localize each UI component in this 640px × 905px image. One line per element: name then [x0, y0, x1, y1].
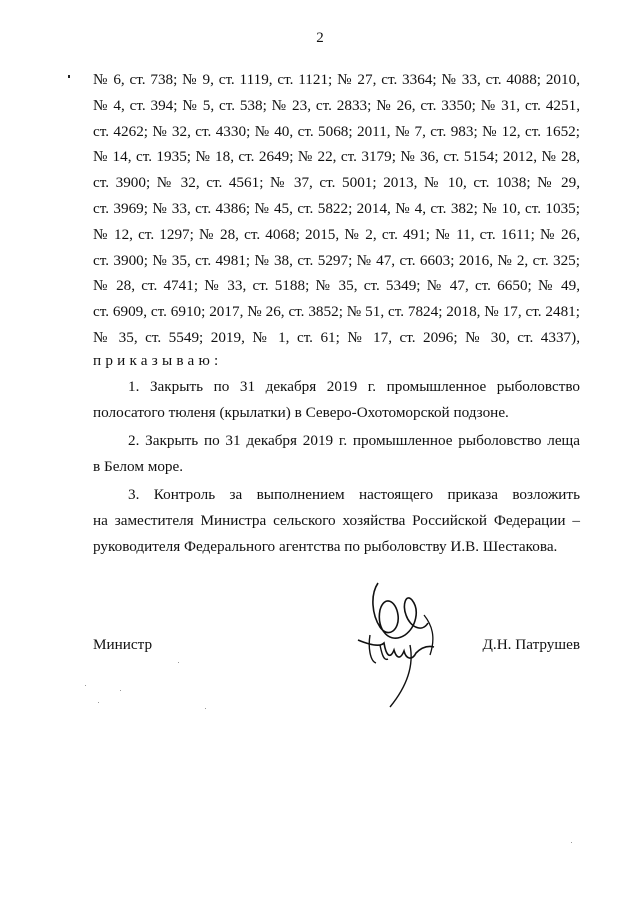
order-item-line: 1. Закрыть по 31 декабря 2019 г. промышленное рыболовство — [128, 378, 580, 395]
order-item-line: 2. Закрыть по 31 декабря 2019 г. промышленное рыболовство леща — [128, 432, 580, 449]
signatory-title: Министр — [93, 636, 153, 653]
signatory-name: Д.Н. Патрушев — [482, 636, 580, 653]
reference-line: № 12, ст. 1297; № 28, ст. 4068; 2015, № 2, ст. 491; № 11, ст. 1611; № 26, — [93, 225, 580, 243]
scan-speck — [205, 708, 206, 709]
reference-line: ст. 6909, ст. 6910; 2017, № 26, ст. 3852; № 51, ст. 7824; 2018, № 17, ст. 2481; — [93, 303, 580, 321]
reference-line: № 35, ст. 5549; 2019, № 1, ст. 61; № 17, ст. 2096; № 30, ст. 4337), — [93, 328, 580, 346]
reference-line: ст. 4262; № 32, ст. 4330; № 40, ст. 5068; 2011, № 7, ст. 983; № 12, ст. 1652; — [93, 122, 580, 140]
reference-line: № 6, ст. 738; № 9, ст. 1119, ст. 1121; № 27, ст. 3364; № 33, ст. 4088; 2010, — [93, 71, 580, 88]
legal-references — [93, 67, 580, 351]
order-item-line: 3. Контроль за выполнением настоящего приказа возложить — [128, 486, 580, 503]
scan-speck — [571, 842, 572, 843]
order-word: приказываю: — [93, 352, 223, 369]
scan-speck — [98, 702, 99, 703]
order-item-1 — [93, 374, 580, 426]
reference-line: ст. 3969; № 33, ст. 4386; № 45, ст. 5822; 2014, № 4, ст. 382; № 10, ст. 1035; — [93, 199, 580, 217]
reference-line: № 28, ст. 4741; № 33, ст. 5188; № 35, ст. 5349; № 47, ст. 6650; № 49, — [93, 277, 580, 295]
reference-line: ст. 3900; № 35, ст. 4981; № 38, ст. 5297; № 47, ст. 6603; 2016, № 2, ст. 325; — [93, 251, 580, 269]
order-item-3 — [93, 482, 580, 559]
order-item-line: на заместителя Министра сельского хозяйства Российской Федерации – — [93, 511, 580, 529]
reference-line: ст. 3900; № 32, ст. 4561; № 37, ст. 5001; 2013, № 10, ст. 1038; № 29, — [93, 174, 580, 192]
order-item-line: полосатого тюленя (крылатки) в Северо-Охотоморской подзоне. — [93, 403, 509, 421]
reference-line: № 4, ст. 394; № 5, ст. 538; № 23, ст. 2833; № 26, ст. 3350; № 31, ст. 4251, — [93, 96, 580, 114]
scan-speck — [120, 690, 121, 691]
order-item-line: руководителя Федерального агентства по рыболовству И.В. Шестакова. — [93, 537, 558, 555]
scan-speck — [178, 662, 179, 663]
handwritten-signature — [350, 575, 450, 715]
page-number: 2 — [316, 30, 324, 46]
reference-line: № 14, ст. 1935; № 18, ст. 2649; № 22, ст. 3179; № 36, ст. 5154; 2012, № 28, — [93, 148, 580, 166]
scan-mark — [68, 75, 70, 78]
order-item-line: в Белом море. — [93, 457, 184, 475]
order-item-2 — [93, 428, 580, 480]
scan-speck — [85, 685, 86, 686]
